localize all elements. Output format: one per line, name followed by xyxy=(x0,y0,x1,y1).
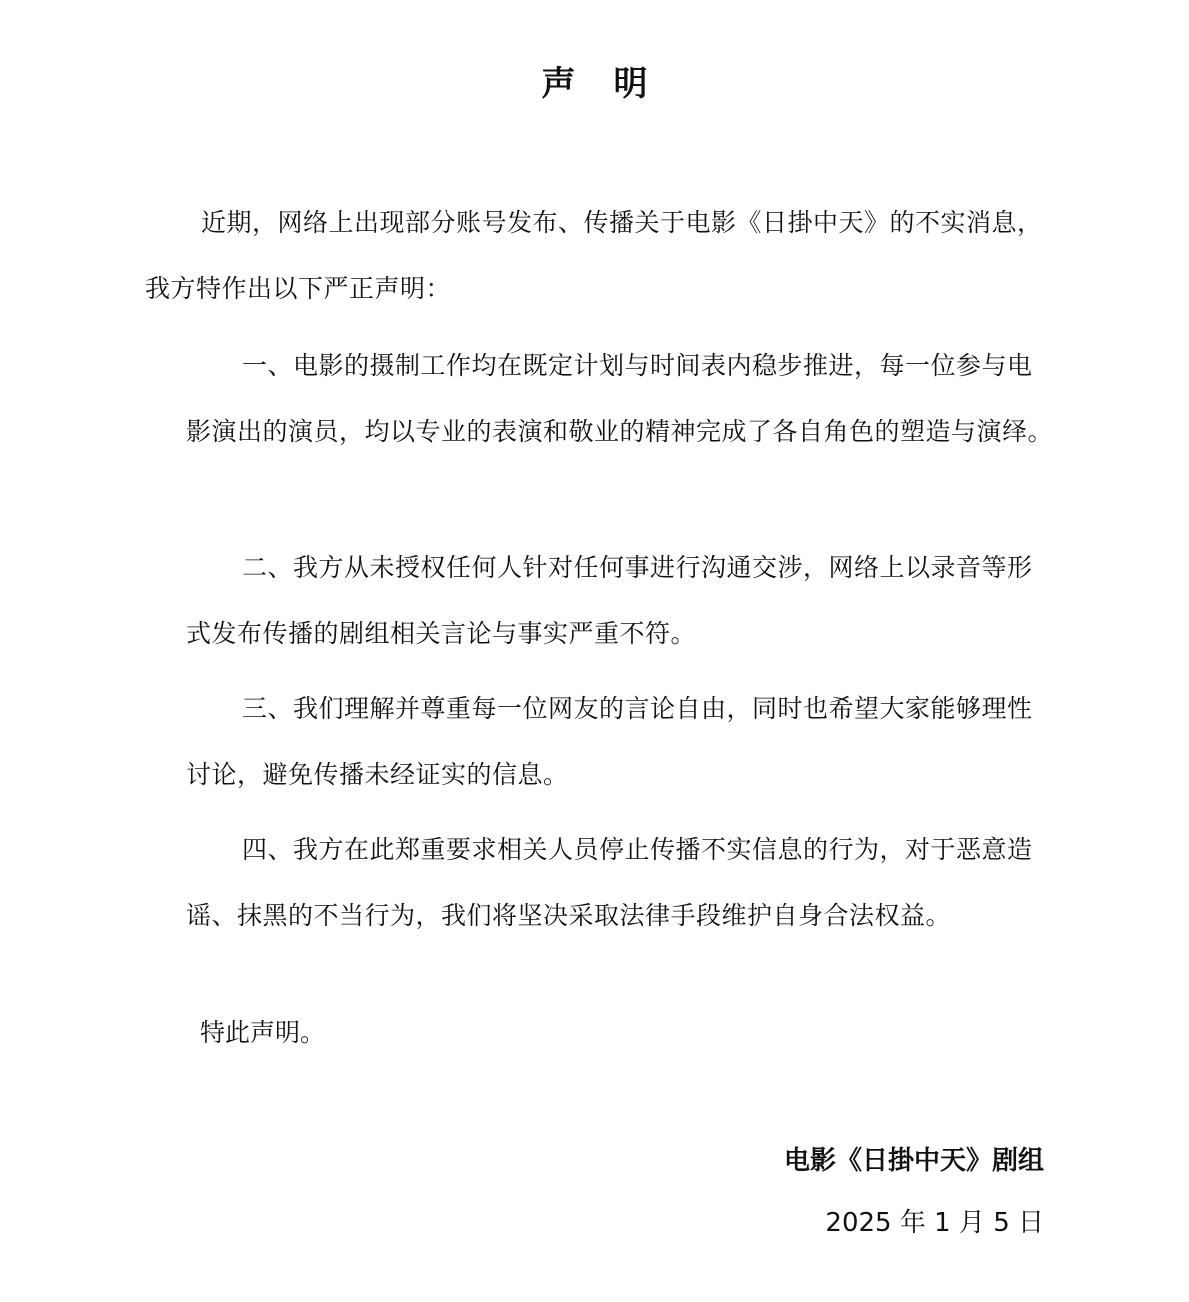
statement-item-2: 二、我方从未授权任何人针对任何事进行沟通交涉，网络上以录音等形式发布传播的剧组相关言论与事实严重不符。 xyxy=(186,553,1033,648)
statement-item-3: 三、我们理解并尊重每一位网友的言论自由，同时也希望大家能够理性讨论，避免传播未经证实的信息。 xyxy=(186,694,1033,789)
signature: 电影《日掛中天》剧组 xyxy=(783,1146,1044,1176)
statement-item-4: 四、我方在此郑重要求相关人员停止传播不实信息的行为，对于恶意造谣、抹黑的不当行为，我们将坚决采取法律手段维护自身合法权益。 xyxy=(186,835,1033,930)
statement-title: 声明 xyxy=(541,64,686,104)
date: 2025 年 1 月 5 日 xyxy=(825,1208,1044,1238)
closing-line: 特此声明。 xyxy=(200,1018,326,1047)
statement-item-1: 一、电影的摄制工作均在既定计划与时间表内稳步推进，每一位参与电影演出的演员，均以专业的表演和敬业的精神完成了各自角色的塑造与演绎。 xyxy=(186,351,1054,446)
intro-paragraph: 近期，网络上出现部分账号发布、传播关于电影《日掛中天》的不实消息，我方特作出以下严正声明： xyxy=(145,208,1043,303)
